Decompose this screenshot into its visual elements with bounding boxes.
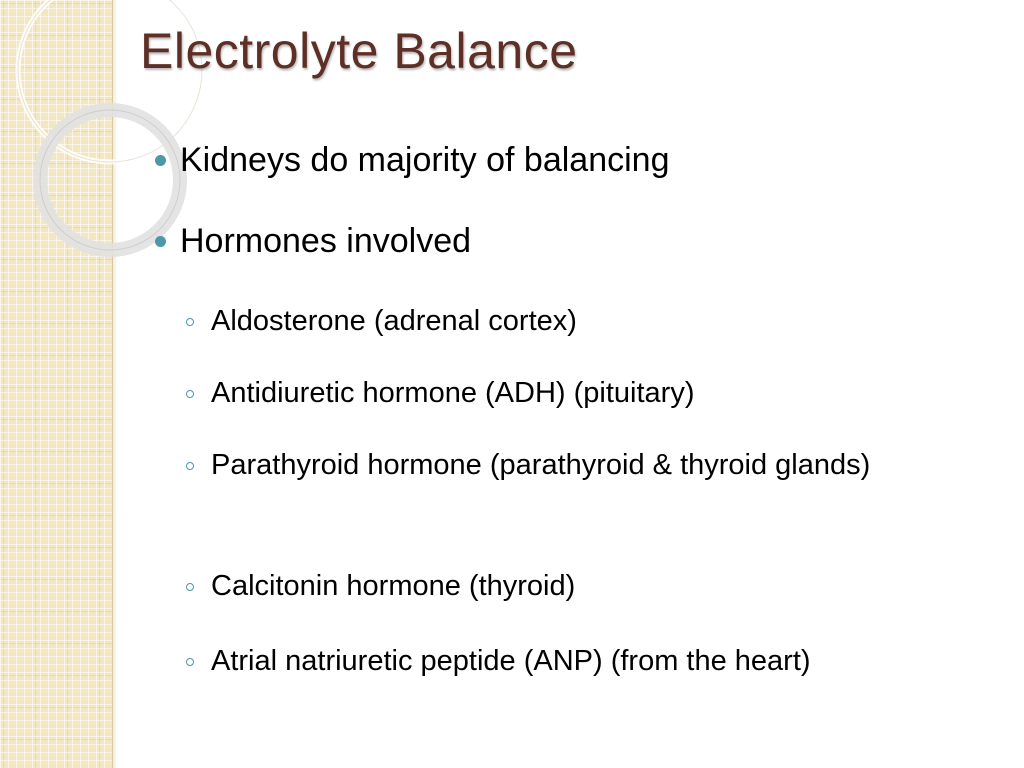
bullet-text: Hormones involved <box>180 222 472 260</box>
sub-bullet-text: Parathyroid hormone (parathyroid & thyroid glands) <box>211 449 871 481</box>
bullet-ring-icon <box>186 462 194 470</box>
sub-bullet-text: Aldosterone (adrenal cortex) <box>211 305 577 337</box>
bullet-ring-icon <box>186 658 194 666</box>
sub-bullet-text: Calcitonin hormone (thyroid) <box>211 570 576 602</box>
sub-bullet-aldosterone <box>150 303 577 339</box>
bullet-item-hormones <box>150 221 471 261</box>
bullet-text: Kidneys do majority of balancing <box>180 141 670 179</box>
sub-bullet-adh <box>150 375 694 411</box>
sub-bullet-parathyroid <box>150 447 971 483</box>
bullet-item-kidneys <box>150 140 670 180</box>
sub-bullet-text: Atrial natriuretic peptide (ANP) (from the heart) <box>211 645 811 677</box>
sub-bullet-text: Antidiuretic hormone (ADH) (pituitary) <box>211 377 695 409</box>
sub-bullet-calcitonin <box>150 568 575 604</box>
bullet-ring-icon <box>186 583 194 591</box>
bullet-ring-icon <box>186 390 194 398</box>
sub-bullet-anp <box>150 643 811 679</box>
bullet-dot-icon <box>155 236 166 247</box>
slide-title: Electrolyte Balance <box>140 23 578 79</box>
bullet-ring-icon <box>186 318 194 326</box>
bullet-dot-icon <box>155 155 166 166</box>
